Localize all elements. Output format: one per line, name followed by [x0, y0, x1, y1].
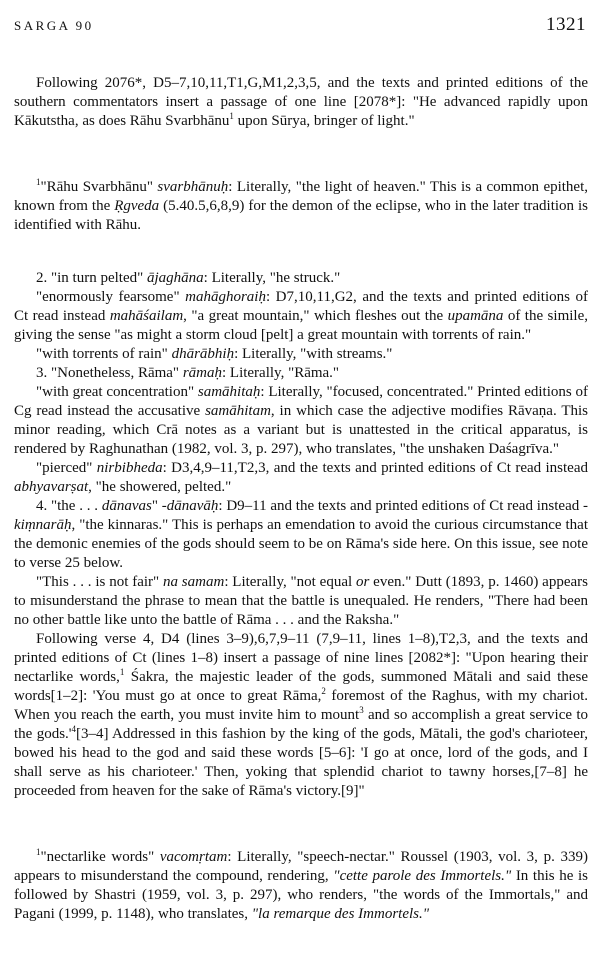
footnote-ref: 4 [71, 724, 76, 734]
page-number: 1321 [546, 14, 586, 35]
sanskrit-term: na samam [162, 574, 225, 590]
note-4: 4. "the . . . dānavas" -dānavāḥ: D9–11 and the texts and printed editions of Ct read instead -kiṃnarāḥ, "the kinnaras." This is perhaps an emendation to avoid the curious circumstance that the demonic enemies of the gods should seem to be on Rāma's side here. On this issue, see note to verse 25 below. [14, 498, 589, 571]
footnote-ref: 2 [321, 686, 326, 696]
footnote-ref: 1 [119, 667, 125, 677]
footnote-marker: 1 [36, 177, 41, 187]
page-header [14, 14, 588, 54]
sanskrit-term: -kiṃnarāḥ [14, 498, 589, 533]
sanskrit-term: abhyavarṣat [14, 479, 89, 495]
sanskrit-term: samāhitaḥ [197, 384, 261, 400]
sanskrit-term: mahāśailam [109, 308, 184, 324]
passage-2078: Following 2076*, D5–7,10,11,T1,G,M1,2,3,5, and the texts and printed editions of the southern commentators insert a passage of one line [2078*]: "He advanced rapidly upon Kākutstha, as does Rāhu Svarbhānu$^1$ upon Sūrya, bringer of light." [14, 75, 588, 129]
sanskrit-term: dānavas [101, 498, 152, 514]
sanskrit-term: nirbibheda [96, 460, 163, 476]
note-4-not-fair: "This . . . is not fair" na samam: Literally, "not equal or even." Dutt (1893, p. 1460) appears to misunderstand the phrase to mean that the battle is unequaled. He renders, "There had been no other battle like unto the battle of Rāma . . . and the Raksha." [14, 574, 588, 628]
sanskrit-term: mahāghoraiḥ [185, 289, 266, 305]
note-2-torrents-of-rain: "with torrents of rain" dhārābhiḥ: Literally, "with streams." [36, 346, 393, 362]
note-3-pierced: "pierced" nirbibheda: D3,4,9–11,T2,3, and the texts and printed editions of Ct read instead abhyavarṣat, "he showered, pelted." [14, 460, 588, 495]
work-title: Ṛgveda [114, 198, 160, 214]
emphasis: or [356, 574, 370, 590]
footnote-marker: 1 [36, 847, 41, 857]
running-head: SARGA 90 [14, 18, 94, 33]
note-3-great-concentration: "with great concentration" samāhitaḥ: Literally, "focused, concentrated." Printed editions of Cg read instead the accusative samāhitam, in which case the adjective modifies Rāvaṇa. This minor reading, which Crā notes as a variant but is unattested in the critical apparatus, is rendered by Raghunathan (1982, vol. 3, p. 297), who translates, "the unshaken Daśagrīva." [14, 384, 589, 457]
note-4-passage-2082: Following verse 4, D4 (lines 3–9),6,7,9–11 (7,9–11, lines 1–8),T2,3, and the texts and printed editions of Ct (lines 1–8) insert a passage of nine lines [2082*]: "Upon hearing their nectarlike words,$^1$ Śakra, the majestic leader of the gods, summoned Mātali and said these words[1–2]: 'You must go at once to great Rāma,$^2$ foremost of the Raghus, with my chariot. When you reach the earth, you must invite him to mount$^3$ and so accomplish a great service to the $gods.'^4[3-4]$ Addressed in this fashion by the king of the gods, Mātali, the god's charioteer, bowed his head to the god and said these words [5–6]: 'I go at once, lord of the gods, and I shall serve as his charioteer.' Then, yoking that splendid chariot to tawny horses,[7–8] he proceeded from heaven for the sake of Rāma's victory.[9]" [14, 631, 588, 799]
footnote-ref: 1 [229, 111, 234, 121]
footnote-ref: 3 [359, 705, 364, 715]
footnote-1: $^1$"Rāhu Svarbhānu" svarbhānuḥ: Literally, "the light of heaven." This is a common epithet, known from the Ṛgveda (5.40.5,6,8,9) for the demon of the eclipse, who in the later tradition is identified with Rāhu. [14, 177, 589, 233]
sanskrit-term: vacomṛtam [159, 849, 228, 865]
footnote-2: $^1$"nectarlike words" vacomṛtam: Literally, "speech-nectar." Roussel (1903, vol. 3, p. 339) appears to misunderstand the compound, rendering, "cette parole des Immortels." In this he is followed by Shastri (1959, vol. 3, p. 297), who renders, "the words of the Immortals," and Pagani (1999, p. 1148), who translates, "la remarque des Immortels." [14, 847, 588, 922]
sanskrit-term: dhārābhiḥ [171, 346, 235, 362]
sanskrit-term: upamāna [447, 308, 504, 324]
note-3: 3. "Nonetheless, Rāma" rāmaḥ: Literally, "Rāma." [36, 365, 340, 381]
note-2: 2. "in turn pelted" ājaghāna: Literally, "he struck." [36, 270, 341, 286]
sanskrit-term: -dānavāḥ [161, 498, 219, 514]
sanskrit-term: rāmaḥ [182, 365, 222, 381]
sanskrit-term: svarbhānuḥ [157, 179, 229, 195]
french-quote: "la remarque des Immortels." [251, 906, 430, 922]
sanskrit-term: ājaghāna [146, 270, 204, 286]
note-2-enormously-fearsome: "enormously fearsome" mahāghoraiḥ: D7,10,11,G2, and the texts and printed editions of Ct read instead mahāśailam, "a great mountain," which fleshes out the upamāna of the simile, giving the sense "as might a storm cloud [pelt] a great mountain with torrents of rain." [14, 289, 588, 343]
sanskrit-term: samāhitam [205, 403, 271, 419]
french-quote: "cette parole des Immortels." [333, 868, 512, 884]
